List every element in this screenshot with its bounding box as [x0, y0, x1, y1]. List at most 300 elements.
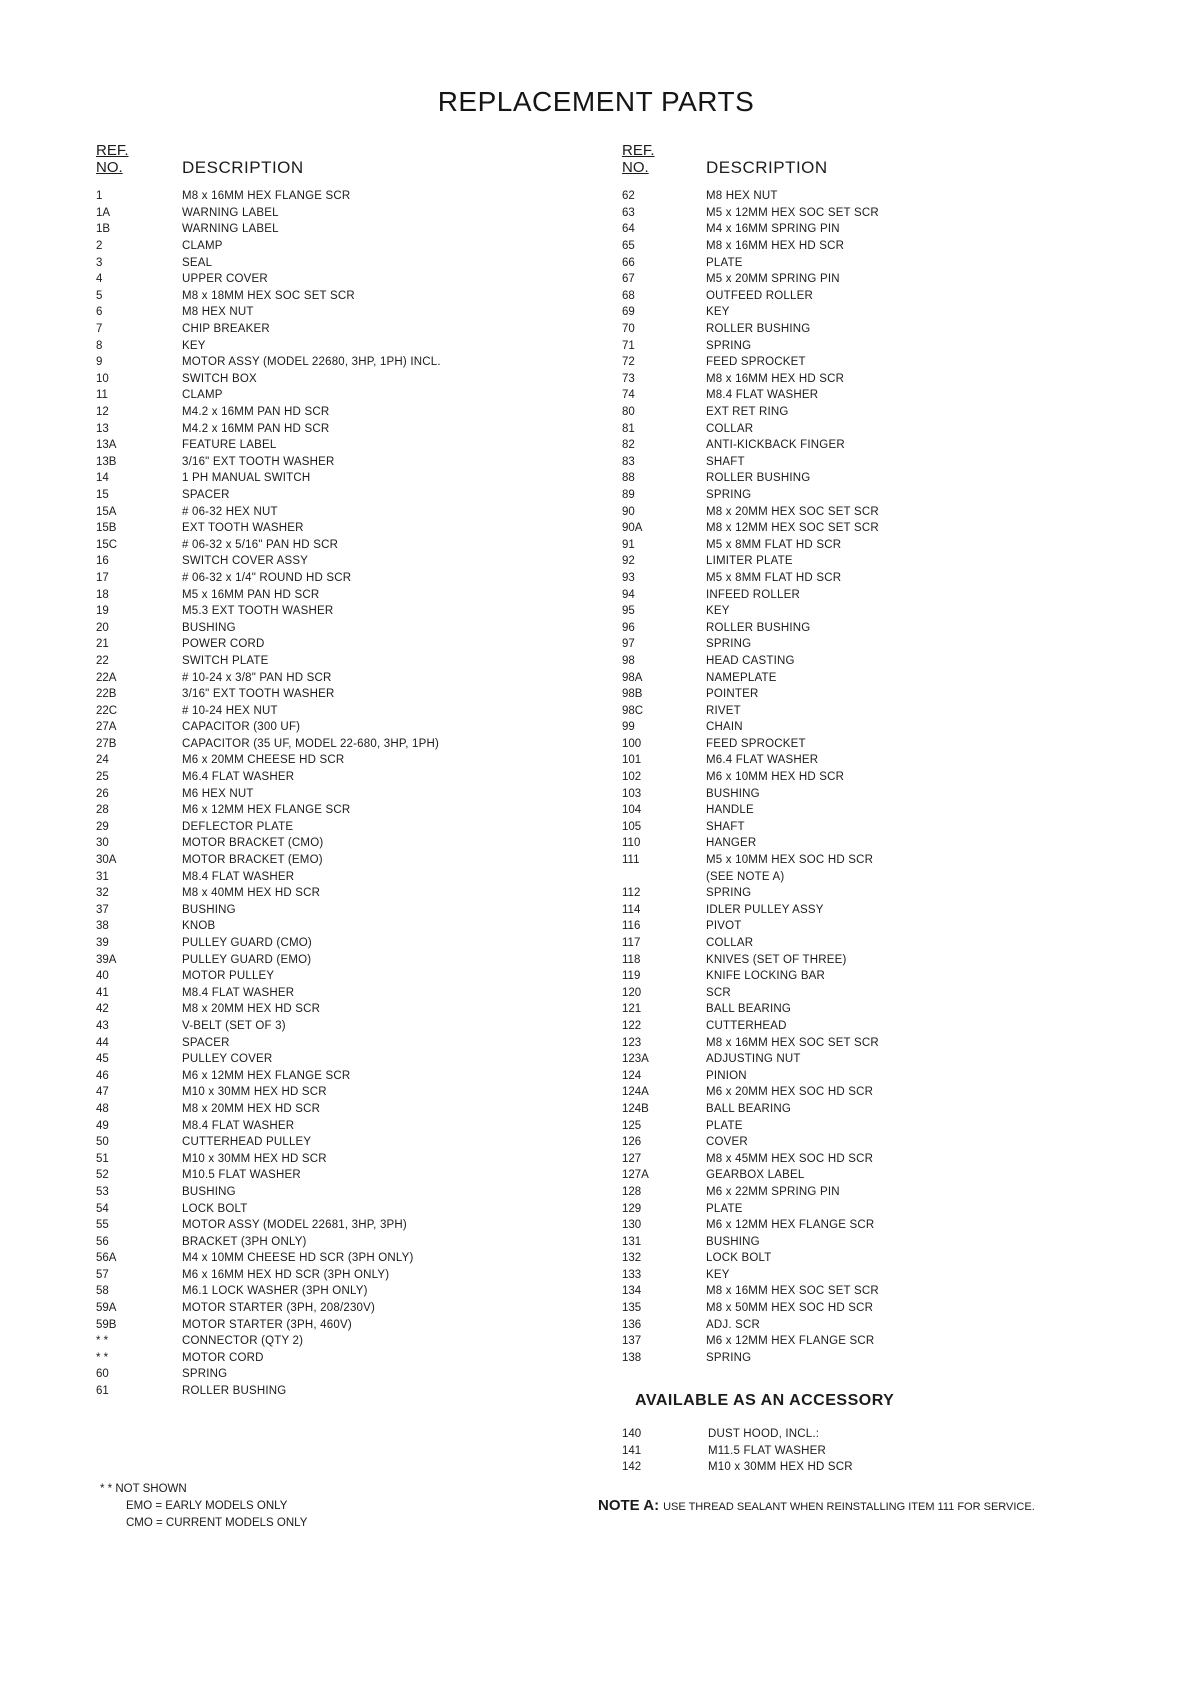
part-row: [622, 1217, 1142, 1234]
part-row: [622, 387, 1142, 404]
part-ref-number: 120: [622, 986, 642, 999]
part-ref-number: 73: [622, 372, 635, 385]
part-ref-number: 27A: [96, 721, 117, 734]
part-row: [622, 1443, 1142, 1460]
part-ref-number: 90A: [622, 522, 643, 535]
part-row: [622, 603, 1142, 620]
part-ref-number: 57: [96, 1268, 109, 1281]
part-row: [622, 769, 1142, 786]
part-ref-number: 128: [622, 1185, 642, 1198]
part-ref-number: 93: [622, 571, 635, 584]
part-ref-number: 131: [622, 1235, 642, 1248]
part-ref-number: 123A: [622, 1053, 649, 1066]
part-ref-number: 60: [96, 1368, 109, 1381]
part-row: [622, 304, 1142, 321]
description-header: DESCRIPTION: [706, 158, 828, 177]
legend: [100, 1481, 307, 1532]
part-ref-number: 15A: [96, 505, 117, 518]
part-description: M6.4 FLAT WASHER: [182, 771, 295, 784]
part-description: KEY: [706, 1268, 730, 1281]
part-row: [622, 288, 1142, 305]
part-description: SEAL: [182, 256, 213, 269]
part-row: [622, 520, 1142, 537]
part-row: [622, 785, 1142, 802]
part-ref-number: 83: [622, 455, 635, 468]
part-description: COLLAR: [706, 422, 754, 435]
part-row: [96, 1283, 616, 1300]
part-ref-number: 135: [622, 1302, 642, 1315]
part-ref-number: 137: [622, 1335, 642, 1348]
part-ref-number: 121: [622, 1003, 642, 1016]
part-row: [622, 852, 1142, 869]
part-row: [96, 1167, 616, 1184]
part-description: PIVOT: [706, 920, 742, 933]
part-row: [622, 470, 1142, 487]
part-ref-number: 10: [96, 372, 109, 385]
part-row: [96, 1150, 616, 1167]
part-description: PULLEY GUARD (CMO): [182, 937, 312, 950]
part-description: M8 x 50MM HEX SOC HD SCR: [706, 1302, 874, 1315]
part-ref-number: 117: [622, 937, 641, 950]
part-row: [96, 835, 616, 852]
part-ref-number: 129: [622, 1202, 642, 1215]
part-description: M8.4 FLAT WASHER: [182, 986, 295, 999]
part-row: [622, 1316, 1142, 1333]
part-ref-number: 132: [622, 1252, 642, 1265]
part-ref-number: 30: [96, 837, 109, 850]
part-row: [96, 288, 616, 305]
part-ref-number: 13B: [96, 455, 117, 468]
part-ref-number: 111: [622, 854, 640, 867]
part-description: BUSHING: [182, 621, 236, 634]
part-ref-number: 98: [622, 654, 635, 667]
part-description: POINTER: [706, 688, 759, 701]
part-ref-number: 5: [96, 289, 103, 302]
part-row: [622, 1267, 1142, 1284]
part-description: PULLEY COVER: [182, 1053, 273, 1066]
part-description: SPACER: [182, 488, 230, 501]
part-row: [96, 1300, 616, 1317]
part-row: [622, 619, 1142, 636]
part-ref-number: 19: [96, 605, 109, 618]
note-label: NOTE A:: [598, 1497, 660, 1514]
part-description: M5.3 EXT TOOTH WASHER: [182, 605, 334, 618]
part-description: SPRING: [706, 488, 752, 501]
part-description: OUTFEED ROLLER: [706, 289, 813, 302]
part-row: [96, 1018, 616, 1035]
part-description: M8 x 40MM HEX HD SCR: [182, 887, 321, 900]
part-ref-number: 15C: [96, 538, 118, 551]
part-description: CUTTERHEAD PULLEY: [182, 1136, 312, 1149]
part-ref-number: 14: [96, 472, 109, 485]
part-row: [96, 653, 616, 670]
part-row: [96, 221, 616, 238]
part-ref-number: 22: [96, 654, 109, 667]
part-description: FEED SPROCKET: [706, 737, 806, 750]
part-description: M8 x 18MM HEX SOC SET SCR: [182, 289, 355, 302]
part-description: SHAFT: [706, 455, 745, 468]
part-row: [96, 1250, 616, 1267]
part-row: [622, 1051, 1142, 1068]
part-ref-number: 118: [622, 953, 641, 966]
part-ref-number: 16: [96, 555, 109, 568]
part-row: [622, 586, 1142, 603]
part-row: [96, 238, 616, 255]
part-row: [96, 686, 616, 703]
part-row: [96, 1101, 616, 1118]
note-a: [598, 1497, 1035, 1514]
part-ref-number: * *: [96, 1335, 109, 1348]
part-description: SPRING: [706, 339, 752, 352]
part-ref-number: 22B: [96, 688, 117, 701]
part-ref-number: 13A: [96, 439, 117, 452]
part-ref-number: 98B: [622, 688, 643, 701]
part-row: [622, 1084, 1142, 1101]
part-description: DEFLECTOR PLATE: [182, 820, 294, 833]
part-description: M5 x 10MM HEX SOC HD SCR: [706, 854, 874, 867]
part-row: [622, 205, 1142, 222]
part-description: EXT RET RING: [706, 406, 789, 419]
part-description: 3/16" EXT TOOTH WASHER: [182, 688, 335, 701]
part-ref-number: 127A: [622, 1169, 649, 1182]
part-row: [622, 951, 1142, 968]
part-row: [96, 470, 616, 487]
part-ref-number: 67: [622, 273, 635, 286]
part-row: [96, 321, 616, 338]
part-description: SWITCH COVER ASSY: [182, 555, 309, 568]
part-ref-number: 59A: [96, 1302, 117, 1315]
part-row: [622, 868, 1142, 885]
part-ref-number: 124: [622, 1069, 642, 1082]
part-ref-number: 3: [96, 256, 103, 269]
part-row: [622, 802, 1142, 819]
part-ref-number: 124B: [622, 1102, 649, 1115]
part-ref-number: 74: [622, 389, 635, 402]
part-ref-number: 15: [96, 488, 109, 501]
part-ref-number: 136: [622, 1318, 642, 1331]
accessory-list: [622, 1426, 1142, 1476]
part-ref-number: 90: [622, 505, 635, 518]
part-description: IDLER PULLEY ASSY: [706, 903, 824, 916]
part-description: V-BELT (SET OF 3): [182, 1019, 286, 1032]
part-ref-number: 53: [96, 1185, 109, 1198]
part-row: [96, 586, 616, 603]
part-description: POWER CORD: [182, 638, 265, 651]
part-description: FEATURE LABEL: [182, 439, 277, 452]
part-ref-number: 123: [622, 1036, 642, 1049]
part-ref-number: 17: [96, 571, 109, 584]
part-ref-number: 44: [96, 1036, 109, 1049]
part-description: SPRING: [706, 887, 752, 900]
part-description: WARNING LABEL: [182, 223, 279, 236]
part-row: [96, 1267, 616, 1284]
part-ref-number: 124A: [622, 1086, 649, 1099]
part-row: [96, 603, 616, 620]
part-ref-number: 95: [622, 605, 635, 618]
part-ref-number: 66: [622, 256, 635, 269]
parts-list-left: [96, 142, 616, 1399]
part-ref-number: 70: [622, 323, 635, 336]
part-row: [622, 503, 1142, 520]
part-row: [622, 536, 1142, 553]
part-row: [622, 1283, 1142, 1300]
part-ref-number: 119: [622, 970, 641, 983]
part-description: SPRING: [706, 1351, 752, 1364]
part-ref-number: 31: [96, 870, 109, 883]
part-row: [96, 702, 616, 719]
part-description: M4.2 x 16MM PAN HD SCR: [182, 406, 330, 419]
part-row: [622, 686, 1142, 703]
part-ref-number: 69: [622, 306, 635, 319]
part-row: [96, 1383, 616, 1400]
part-description: ROLLER BUSHING: [706, 621, 811, 634]
part-description: M6 x 12MM HEX FLANGE SCR: [182, 1069, 351, 1082]
page-title: REPLACEMENT PARTS: [437, 86, 755, 117]
part-row: [622, 1067, 1142, 1084]
part-row: [622, 1250, 1142, 1267]
part-ref-number: 9: [96, 356, 103, 369]
part-description: PULLEY GUARD (EMO): [182, 953, 312, 966]
part-ref-number: 15B: [96, 522, 117, 535]
part-description: ROLLER BUSHING: [182, 1385, 287, 1398]
part-row: [622, 902, 1142, 919]
part-row: [622, 653, 1142, 670]
part-ref-number: 105: [622, 820, 642, 833]
part-row: [622, 1184, 1142, 1201]
part-row: [622, 968, 1142, 985]
part-description: BALL BEARING: [706, 1003, 792, 1016]
part-row: [622, 918, 1142, 935]
part-row: [96, 271, 616, 288]
part-ref-number: 4: [96, 273, 103, 286]
part-ref-number: 1B: [96, 223, 111, 236]
part-row: [96, 536, 616, 553]
part-ref-number: 50: [96, 1136, 109, 1149]
part-row: [96, 553, 616, 570]
part-description: # 06-32 x 5/16" PAN HD SCR: [182, 538, 339, 551]
part-row: [96, 304, 616, 321]
part-description: M10 x 30MM HEX HD SCR: [708, 1461, 853, 1474]
part-ref-number: 71: [622, 339, 635, 352]
part-row: [96, 1233, 616, 1250]
part-description: BUSHING: [182, 903, 236, 916]
part-row: [622, 1333, 1142, 1350]
part-ref-number: 49: [96, 1119, 109, 1132]
part-description: CLAMP: [182, 389, 223, 402]
part-row: [622, 1426, 1142, 1443]
part-description: M5 x 16MM PAN HD SCR: [182, 588, 320, 601]
part-description: M6.1 LOCK WASHER (3PH ONLY): [182, 1285, 368, 1298]
part-row: [96, 254, 616, 271]
part-description: PLATE: [706, 256, 743, 269]
part-ref-number: 112: [622, 887, 641, 900]
part-description: PLATE: [706, 1202, 743, 1215]
part-ref-number: 98C: [622, 704, 644, 717]
part-description: MOTOR STARTER (3PH, 460V): [182, 1318, 352, 1331]
part-description: M6 x 22MM SPRING PIN: [706, 1185, 840, 1198]
part-row: [622, 1167, 1142, 1184]
part-description: KEY: [706, 605, 730, 618]
part-row: [96, 1184, 616, 1201]
part-ref-number: 30A: [96, 854, 117, 867]
part-row: [96, 985, 616, 1002]
part-ref-number: 48: [96, 1102, 109, 1115]
part-description: M8 x 45MM HEX SOC HD SCR: [706, 1152, 874, 1165]
part-row: [96, 769, 616, 786]
part-ref-number: 80: [622, 406, 635, 419]
part-description: FEED SPROCKET: [706, 356, 806, 369]
part-row: [622, 1150, 1142, 1167]
column-header: [622, 142, 1142, 188]
part-row: [622, 1034, 1142, 1051]
part-row: [96, 918, 616, 935]
part-description: M8 x 20MM HEX SOC SET SCR: [706, 505, 879, 518]
part-ref-number: 46: [96, 1069, 109, 1082]
part-ref-number: 91: [622, 538, 635, 551]
part-description: # 10-24 HEX NUT: [182, 704, 278, 717]
part-row: [96, 719, 616, 736]
part-ref-number: 96: [622, 621, 635, 634]
part-row: [96, 868, 616, 885]
part-ref-number: 26: [96, 787, 109, 800]
part-description: M5 x 20MM SPRING PIN: [706, 273, 840, 286]
part-ref-number: 140: [622, 1428, 642, 1441]
part-row: [622, 752, 1142, 769]
part-row: [96, 188, 616, 205]
part-row: [96, 1333, 616, 1350]
part-row: [622, 719, 1142, 736]
part-row: [622, 702, 1142, 719]
description-header: DESCRIPTION: [182, 158, 304, 177]
part-description: ROLLER BUSHING: [706, 323, 811, 336]
note-text: USE THREAD SEALANT WHEN REINSTALLING ITEM 111 FOR SERVICE.: [663, 1501, 1035, 1513]
part-row: [96, 371, 616, 388]
part-description: M8.4 FLAT WASHER: [706, 389, 819, 402]
part-row: [622, 985, 1142, 1002]
part-ref-number: 42: [96, 1003, 109, 1016]
part-ref-number: 47: [96, 1086, 109, 1099]
part-ref-number: 100: [622, 737, 642, 750]
part-row: [96, 1084, 616, 1101]
part-row: [622, 420, 1142, 437]
part-row: [622, 1233, 1142, 1250]
part-ref-number: 110: [622, 837, 641, 850]
part-description: M8.4 FLAT WASHER: [182, 1119, 295, 1132]
part-ref-number: 1A: [96, 206, 111, 219]
part-ref-number: 52: [96, 1169, 109, 1182]
part-description: M8 x 12MM HEX SOC SET SCR: [706, 522, 879, 535]
part-description: BUSHING: [182, 1185, 236, 1198]
part-ref-number: 8: [96, 339, 103, 352]
part-ref-number: 72: [622, 356, 635, 369]
part-ref-number: 62: [622, 190, 635, 203]
part-description: ROLLER BUSHING: [706, 472, 811, 485]
part-ref-number: 22A: [96, 671, 117, 684]
part-ref-number: 63: [622, 206, 635, 219]
part-description: KNOB: [182, 920, 216, 933]
part-description: NAMEPLATE: [706, 671, 777, 684]
part-ref-number: 116: [622, 920, 641, 933]
part-description: BALL BEARING: [706, 1102, 792, 1115]
part-ref-number: 43: [96, 1019, 109, 1032]
part-ref-number: 114: [622, 903, 641, 916]
part-row: [96, 520, 616, 537]
part-description: BUSHING: [706, 1235, 760, 1248]
part-description: EXT TOOTH WASHER: [182, 522, 304, 535]
part-row: [96, 802, 616, 819]
part-description: SWITCH BOX: [182, 372, 257, 385]
part-description: M6 x 20MM CHEESE HD SCR: [182, 754, 345, 767]
part-description: ANTI-KICKBACK FINGER: [706, 439, 845, 452]
part-row: [622, 636, 1142, 653]
part-ref-number: 89: [622, 488, 635, 501]
part-description: LOCK BOLT: [706, 1252, 772, 1265]
part-row: [622, 454, 1142, 471]
part-ref-number: 1: [96, 190, 103, 203]
part-row: [96, 1316, 616, 1333]
column-header: [96, 142, 616, 188]
part-description: M8 x 16MM HEX SOC SET SCR: [706, 1285, 879, 1298]
part-row: [622, 1101, 1142, 1118]
part-ref-number: 58: [96, 1285, 109, 1298]
part-ref-number: 54: [96, 1202, 109, 1215]
part-row: [96, 669, 616, 686]
part-row: [622, 188, 1142, 205]
part-description: M6 x 20MM HEX SOC HD SCR: [706, 1086, 874, 1099]
part-description: CUTTERHEAD: [706, 1019, 787, 1032]
part-row: [622, 354, 1142, 371]
part-row: [622, 254, 1142, 271]
part-description: M5 x 8MM FLAT HD SCR: [706, 571, 842, 584]
part-row: [622, 1001, 1142, 1018]
part-description: M8 x 16MM HEX SOC SET SCR: [706, 1036, 879, 1049]
part-description: M8 x 16MM HEX HD SCR: [706, 240, 845, 253]
part-description: ADJUSTING NUT: [706, 1053, 801, 1066]
part-row: [96, 752, 616, 769]
part-row: [96, 619, 616, 636]
part-description: CAPACITOR (35 UF, MODEL 22-680, 3HP, 1PH): [182, 737, 440, 750]
part-description: M8 x 16MM HEX HD SCR: [706, 372, 845, 385]
part-description: RIVET: [706, 704, 741, 717]
part-description: GEARBOX LABEL: [706, 1169, 805, 1182]
part-row: [96, 487, 616, 504]
part-row: [96, 420, 616, 437]
part-row: [622, 819, 1142, 836]
part-description: M5 x 8MM FLAT HD SCR: [706, 538, 842, 551]
part-row: [96, 454, 616, 471]
part-description: 1 PH MANUAL SWITCH: [182, 472, 311, 485]
part-ref-number: 133: [622, 1268, 642, 1281]
part-ref-number: 56A: [96, 1252, 117, 1265]
part-row: [622, 885, 1142, 902]
part-row: [96, 852, 616, 869]
legend-not-shown: * * NOT SHOWN: [100, 1483, 187, 1495]
part-ref-number: 68: [622, 289, 635, 302]
part-row: [622, 437, 1142, 454]
part-description: M6 HEX NUT: [182, 787, 254, 800]
part-description: MOTOR ASSY (MODEL 22681, 3HP, 3PH): [182, 1219, 407, 1232]
part-row: [96, 1051, 616, 1068]
part-ref-number: 6: [96, 306, 103, 319]
part-row: [622, 221, 1142, 238]
part-ref-number: * *: [96, 1351, 109, 1364]
part-ref-number: 55: [96, 1219, 109, 1232]
part-ref-number: 59B: [96, 1318, 117, 1331]
part-row: [96, 935, 616, 952]
part-row: [96, 1001, 616, 1018]
part-description: WARNING LABEL: [182, 206, 279, 219]
part-description: # 06-32 x 1/4" ROUND HD SCR: [182, 571, 352, 584]
